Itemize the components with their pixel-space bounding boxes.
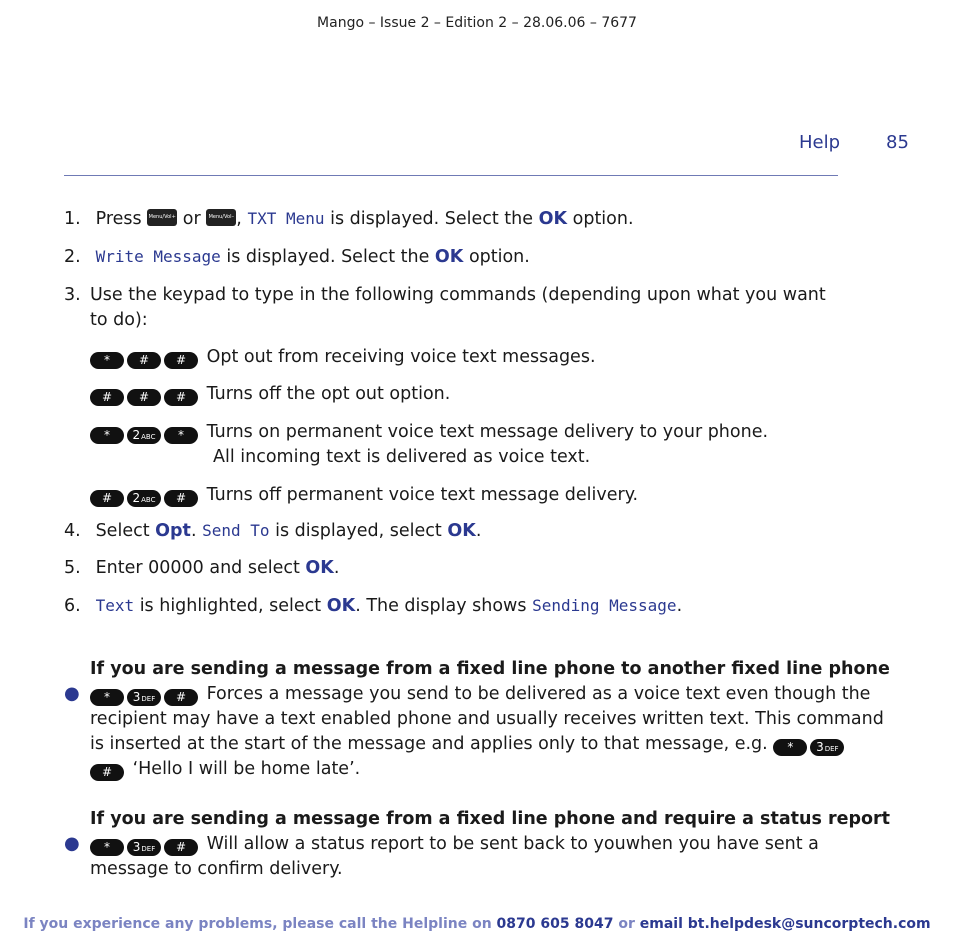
hash-key-icon: # xyxy=(164,490,198,507)
command-permanent-on-detail: All incoming text is delivered as voice text. xyxy=(213,447,591,467)
three-key-icon: 3DEF xyxy=(127,839,161,856)
hash-key-icon: # xyxy=(90,764,124,781)
three-key-icon: 3DEF xyxy=(810,739,844,756)
star-key-icon: * xyxy=(90,839,124,856)
helpline-phone: 0870 605 8047 xyxy=(496,916,614,932)
hash-key-icon: # xyxy=(127,352,161,369)
bullet-icon: ● xyxy=(64,833,80,854)
hash-key-icon: # xyxy=(164,352,198,369)
step-1: 1. Press Menu/Vol+ or Menu/Vol– , TXT Menu is displayed. Select the OK option. xyxy=(64,209,634,229)
note-heading-status-report: If you are sending a message from a fixed line phone and require a status report xyxy=(90,809,891,829)
three-key-icon: 3DEF xyxy=(127,689,161,706)
display-text: Write Message xyxy=(95,247,221,266)
hash-key-icon: # xyxy=(164,389,198,406)
helpdesk-email: email bt.helpdesk@suncorptech.com xyxy=(639,916,931,932)
star-key-icon: * xyxy=(164,427,198,444)
hash-key-icon: # xyxy=(164,689,198,706)
star-key-icon: * xyxy=(90,427,124,444)
menu-vol-down-key-icon: Menu/Vol– xyxy=(206,209,236,226)
note-2-line-2: message to confirm delivery. xyxy=(90,859,343,879)
hash-key-icon: # xyxy=(90,490,124,507)
step-2: 2. Write Message is displayed. Select the OK option. xyxy=(64,247,530,267)
command-permanent-off: # 2ABC # Turns off permanent voice text message delivery. xyxy=(90,484,638,507)
note-1-line-1: * 3DEF # Forces a message you send to be delivered as a voice text even though the xyxy=(90,683,870,706)
note-1-line-4: # ‘Hello I will be home late’. xyxy=(90,758,360,781)
step-3-continued: to do): xyxy=(90,310,148,330)
hash-key-icon: # xyxy=(164,839,198,856)
two-key-icon: 2ABC xyxy=(127,490,161,507)
hash-key-icon: # xyxy=(127,389,161,406)
header-rule xyxy=(64,175,838,176)
menu-vol-up-key-icon: Menu/Vol+ xyxy=(147,209,177,226)
page-number: 85 xyxy=(886,132,909,153)
step-3: 3. Use the keypad to type in the following commands (depending upon what you want xyxy=(64,285,826,305)
command-opt-out: * # # Opt out from receiving voice text messages. xyxy=(90,346,596,369)
note-1-line-2: recipient may have a text enabled phone and usually receives written text. This command xyxy=(90,709,884,729)
note-heading-fixed-line: If you are sending a message from a fixed line phone to another fixed line phone xyxy=(90,659,890,679)
display-text: Send To xyxy=(202,521,270,540)
step-4: 4. Select Opt. Send To is displayed, select OK. xyxy=(64,521,482,541)
hash-key-icon: # xyxy=(90,389,124,406)
display-text: TXT Menu xyxy=(247,209,325,228)
star-key-icon: * xyxy=(90,689,124,706)
command-permanent-on: * 2ABC * Turns on permanent voice text message delivery to your phone. xyxy=(90,421,768,444)
step-6: 6. Text is highlighted, select OK. The display shows Sending Message. xyxy=(64,596,683,616)
document-info: Mango – Issue 2 – Edition 2 – 28.06.06 – 7677 xyxy=(317,15,637,31)
note-1-line-3: is inserted at the start of the message and applies only to that message, e.g. * 3DEF xyxy=(90,733,847,756)
step-5: 5. Enter 00000 and select OK. xyxy=(64,558,340,578)
display-text: Text xyxy=(95,596,135,615)
note-2-line-1: * 3DEF # Will allow a status report to be sent back to youwhen you have sent a xyxy=(90,833,819,856)
two-key-icon: 2ABC xyxy=(127,427,161,444)
section-title: Help xyxy=(799,132,841,153)
star-key-icon: * xyxy=(773,739,807,756)
display-text: Sending Message xyxy=(532,596,677,615)
command-opt-out-off: # # # Turns off the opt out option. xyxy=(90,383,450,406)
star-key-icon: * xyxy=(90,352,124,369)
bullet-icon: ● xyxy=(64,683,80,704)
helpline-footer: If you experience any problems, please call the Helpline on 0870 605 8047 or email bt.helpdesk@suncorptech.com xyxy=(23,916,931,932)
